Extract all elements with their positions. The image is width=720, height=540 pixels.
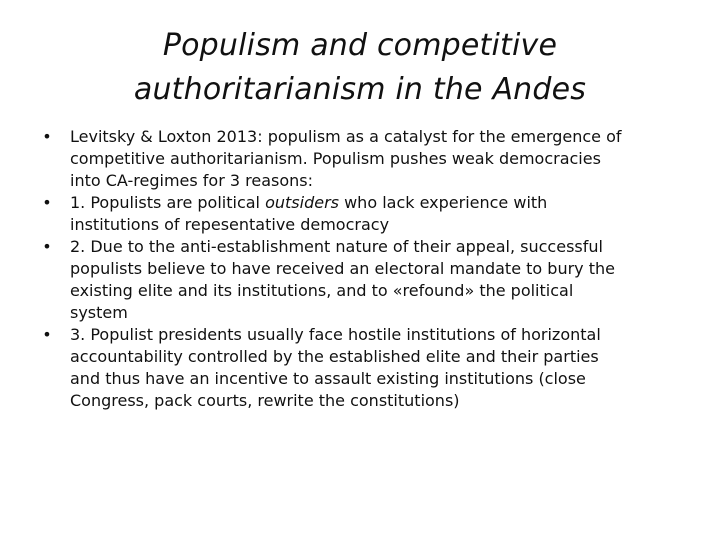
slide-title-line-2: authoritarianism in the Andes [133, 72, 587, 107]
bullet-line: accountability controlled by the established elite and their parties [70, 347, 599, 366]
bullet-line: and thus have an incentive to assault existing institutions (close [70, 369, 586, 388]
bullet-text-segment: 1. Populists are political [70, 193, 266, 212]
bullet-line: Congress, pack courts, rewrite the constitutions) [70, 391, 460, 410]
bullet-line: 3. Populist presidents usually face hostile institutions of horizontal [70, 325, 601, 344]
bullet-text [70, 192, 684, 236]
bullet-line: populists believe to have received an electoral mandate to bury the [70, 259, 615, 278]
emphasis-outsiders: outsiders [265, 193, 339, 212]
bullet-line: competitive authoritarianism. Populism pushes weak democracies [70, 149, 601, 168]
slide-title-line-1: Populism and competitive [162, 28, 558, 63]
bullet-item-intro [36, 126, 684, 192]
bullet-line: system [70, 303, 128, 322]
bullet-dot-icon: • [42, 237, 52, 256]
slide-title [60, 24, 660, 112]
bullet-dot-icon: • [42, 127, 52, 146]
bullet-list [36, 126, 684, 412]
bullet-line: institutions of repesentative democracy [70, 215, 390, 234]
bullet-text [70, 236, 684, 324]
bullet-line [70, 192, 684, 214]
bullet-dot-icon: • [42, 193, 52, 212]
bullet-dot-icon: • [42, 325, 52, 344]
bullet-line: 2. Due to the anti-establishment nature of their appeal, successful [70, 237, 603, 256]
bullet-line: Levitsky & Loxton 2013: populism as a catalyst for the emergence of [70, 127, 622, 146]
bullet-line: into CA-regimes for 3 reasons: [70, 171, 314, 190]
bullet-item-reason-3 [36, 324, 684, 412]
bullet-line: existing elite and its institutions, and to «refound» the political [70, 281, 574, 300]
bullet-text [70, 324, 684, 412]
bullet-item-reason-2 [36, 236, 684, 324]
bullet-text [70, 126, 684, 192]
bullet-item-reason-1 [36, 192, 684, 236]
bullet-text-segment: who lack experience with [339, 193, 548, 212]
